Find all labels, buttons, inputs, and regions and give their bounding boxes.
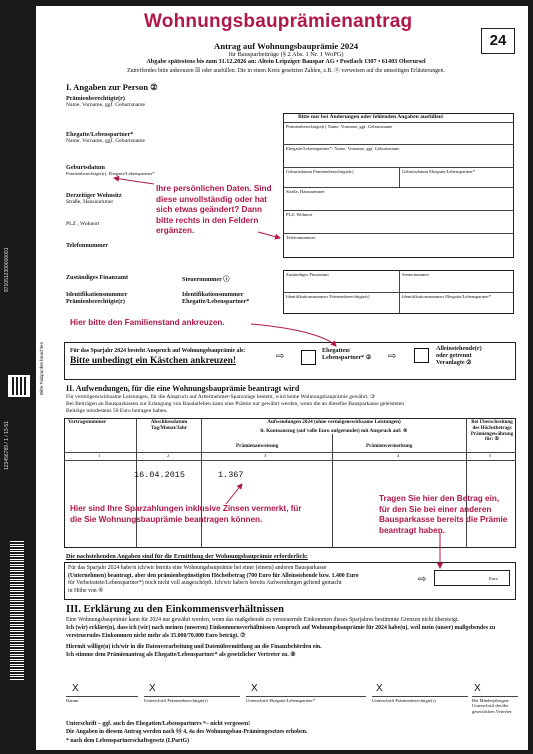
sign-label-guardian: Bei Minderjährigen: Unterschrift des/der gesetzlichen Vertreter	[472, 698, 512, 714]
sign-label-spouse: Unterschrift Ehegatte/Lebenspartner*	[246, 698, 316, 703]
col-expenses-1: Aufwendungen 2024 (ohne vermögenswirksame Leistungen)	[267, 419, 401, 425]
other-heading: Die nachstehenden Angaben sind für die Ermittlung der Wohnungsbauprämie erforderlich:	[66, 553, 308, 560]
id1-field[interactable]: Identifikationsnummer Prämienberechtigte(r)	[286, 294, 370, 299]
changes-divider	[283, 187, 514, 188]
header-line2: für Bausparbeiträge (§ 2 Abs. 1 Nr. 1 WoPG)	[228, 51, 344, 58]
sign-x-1: X	[72, 683, 79, 694]
married-label-2: Lebenspartner* ②	[322, 354, 372, 361]
annotation-savings: Hier sind Ihre Sparzahlungen inklusive Zinsen vermerkt, für die Sie Wohnungsbauprämie beantragen können.	[70, 504, 302, 524]
dob-label: Geburtsdatum	[66, 164, 105, 171]
sign-x-5: X	[474, 683, 481, 694]
other-text	[68, 565, 423, 595]
section2-intro1: Für vermögenswirksame Leistungen, für die Anspruch auf Arbeitnehmer-Sparzulage besteht, wird keine Wohnungsbauprämie gewährt. ③	[66, 394, 376, 400]
tax-number-field[interactable]: Steuernummer	[402, 272, 430, 277]
colnum-5: 5	[489, 453, 492, 458]
form-number-box	[481, 28, 515, 54]
single-label	[436, 345, 482, 366]
annotation-personal-data: Ihre persönlichen Daten. Sind diese unvollständig oder hat sich etwas geändert? Dann bitte rechts in den Feldern ergänzen.	[156, 184, 272, 235]
other-amount-field[interactable]	[434, 570, 510, 586]
page	[36, 6, 528, 750]
spouse-block	[66, 131, 266, 145]
sign-x-2: X	[149, 683, 156, 694]
section3-p3: Hiermit willige(n) ich/wir in die Datenverarbeitung und Datenübermittlung an die Finanzbehörden ein.	[66, 644, 322, 651]
changes-street-field[interactable]: Straße, Hausnummer	[286, 189, 325, 194]
beneficiary-label: Prämienberechtigte(r)	[66, 95, 125, 102]
married-label	[322, 347, 371, 361]
changes-phone-field[interactable]: Telefonnummer	[286, 235, 316, 240]
tax-number-label: Steuernummer ⓘ	[182, 276, 230, 283]
section1-heading: I. Angaben zur Person ②	[66, 82, 158, 92]
colnum-4: 4	[397, 453, 400, 458]
form-number: 24	[489, 32, 507, 49]
spouse-sub: Name, Vorname, ggf. Geburtsname	[66, 138, 146, 144]
section3-p4: Ich stimme dem Prämienantrag als Ehegatte/Lebenspartner* als gesetzlicher Vertreter zu. ⑧	[66, 651, 296, 658]
col-contract: Vertragsnummer	[68, 419, 107, 425]
arrow-icon: ⇨	[418, 574, 427, 585]
qr-code	[8, 375, 30, 397]
footer-2: Die Angaben in diesem Antrag werden nach §§ 4, 4a des Wohnungsbau-Prämiengesetzes erhoben.	[66, 729, 308, 736]
section3-heading: III. Erklärung zu den Einkommensverhältnissen	[66, 604, 284, 615]
sign-x-4: X	[376, 683, 383, 694]
id2-block	[182, 291, 249, 305]
other-amount-unit: Euro	[489, 576, 498, 581]
changes-beneficiary-field[interactable]: Prämienberechtigte(r) Name, Vorname, ggf. Geburtsname	[286, 124, 393, 129]
section3-p2: Ich (wir) erkläre(n), dass ich (wir) nach meinen (unseren) Einkommensverhältnissen Anspruch auf Wohnungsbauprämie für 2024 habe(n), weil mein (unser) maßgebendes zu versteuerndes Einkommen nicht mehr als 35.000/70.000 Euro beträgt. ⑦	[66, 625, 496, 639]
sign-label-date: Datum	[66, 698, 79, 703]
id1-label: Identifikationsnummer	[66, 291, 128, 298]
footer-1: Unterschrift – ggf. auch des Ehegatten/Lebenspartners *– nicht vergessen!	[66, 721, 251, 727]
changes-box-note: Bitte nur bei Änderungen oder fehlenden Angaben ausfüllen!	[298, 114, 444, 120]
header-line3: Abgabe spätestens bis zum 31.12.2026 an: Altein Leipziger Bauspar AG • Postfach 1307 • 61403 Oberursel	[146, 58, 426, 65]
section3-p1: Eine Wohnungsbauprämie kann für 2024 nur gewährt werden, wenn das maßgebende zu versteuernde Einkommen dieses Sparjahres bestimmte Grenzen nicht übersteigt.	[66, 617, 460, 623]
single-label-3: Veranlagte ②	[436, 359, 472, 366]
other-line4: in Höhe von ⑥	[68, 587, 104, 594]
colnum-3: 3	[264, 453, 267, 458]
form-header	[96, 41, 476, 74]
changes-divider	[283, 210, 514, 211]
colnum-2: 2	[167, 453, 170, 458]
col-expenses-2: lt. Kontoauszug (auf volle Euro aufgerundet) mit Anspruch auf: ④	[260, 427, 408, 434]
row-date: 16.04.2015	[134, 470, 186, 480]
sign-label-beneficiary: Unterschrift Prämienberechtigte(r)	[144, 698, 208, 703]
changes-divider	[399, 167, 400, 187]
footer	[66, 720, 516, 745]
sign-line-date[interactable]	[66, 696, 138, 697]
footer-3: * nach dem Lebenspartnerschaftsgesetz (LPartG)	[66, 737, 190, 744]
col-premium-1: Prämienanweisung	[236, 443, 279, 449]
changes-spouse-field[interactable]: Ehegatte/Lebenspartner*: Name, Vorname, ggf. Geburtsname	[286, 146, 400, 151]
annotation-marital-status: Hier bitte den Familienstand ankreuzen.	[70, 318, 225, 327]
header-line4: Zutreffendes bitte ankreuzen ☒ oder ausfüllen. Die in einen Kreis gesetzten Zahlen, z.B. ⓪ verweisen auf die umseitigen Erläuterungen.	[127, 68, 445, 74]
phone-label: Telefonnummer	[66, 242, 109, 249]
single-checkbox[interactable]	[414, 348, 429, 363]
spouse-label: Ehegatte/Lebenspartner*	[66, 131, 134, 138]
table-divider	[201, 418, 202, 548]
arrow-icon: ⇨	[276, 351, 285, 362]
row-amount: 1.367	[218, 470, 244, 480]
tax-office-field[interactable]: Zuständiges Finanzamt	[286, 272, 329, 277]
sign-line-spouse[interactable]	[246, 696, 366, 697]
sidebar-code-1: 9710512300000001	[4, 247, 10, 292]
id2-field[interactable]: Identifikationsnummer Ehegatte/Lebenspartner*	[402, 294, 492, 299]
tax-office-label: Zuständiges Finanzamt	[66, 274, 129, 281]
section3-text	[66, 617, 516, 659]
single-label-1: Alleinstehende(r)	[436, 345, 482, 352]
table-divider	[64, 460, 516, 461]
residence-sub: Straße, Hausnummer	[66, 199, 114, 205]
tax-divider	[283, 292, 514, 293]
page-title: Wohnungsbauprämienantrag	[144, 11, 413, 32]
id2-sub: Ehegatte/Lebenspartner*	[182, 298, 250, 305]
sidebar-code-3: 123456789 / 1 / 13-51	[4, 421, 10, 470]
status-line1: Für das Sparjahr 2024 besteht Anspruch auf Wohnungsbauprämie als:	[70, 348, 246, 354]
col-premium-2: Prämienvermerkung	[366, 443, 413, 449]
changes-dob2-field[interactable]: Geburtsdatum Ehegatte/Lebenspartner*	[402, 169, 476, 174]
id1-sub: Prämienberechtigte(r)	[66, 298, 125, 305]
col-expenses	[204, 420, 464, 435]
other-line2: (Unternehmen) beantragt, aber den prämienbegünstigten Höchstbetrag (700 Euro für Alleinstehende bzw. 1.400 Euro	[68, 572, 359, 579]
header-line1: Antrag auf Wohnungsbauprämie 2024	[213, 41, 359, 51]
dob-sub: Prämienberechtigte(r), Ehegatte/Lebenspartner*	[66, 171, 155, 176]
colnum-1: 1	[98, 453, 101, 458]
residence-label: Derzeitiger Wohnsitz	[66, 192, 122, 199]
changes-divider	[283, 122, 514, 123]
other-line1: Für das Sparjahr 2024 habe/n ich/wir bereits eine Wohnungsbauprämie bei einer (einem) anderen Bausparkasse	[68, 565, 327, 571]
table-divider	[64, 452, 516, 453]
annotation-other-bank: Tragen Sie hier den Betrag ein, für den Sie bei einer anderen Bausparkasse bereits die Prämie beantragt haben.	[379, 494, 508, 535]
changes-city-field[interactable]: PLZ, Wohnort	[286, 212, 313, 217]
col-date: Abschlussdatum Tag/Monat/Jahr	[150, 419, 188, 431]
id2-label: Identifikationsnummer	[182, 291, 244, 298]
barcode	[10, 540, 24, 680]
married-label-1: Ehegatten/	[322, 347, 351, 354]
changes-dob1-field[interactable]: Geburtsdatum Prämienberechtigte(r)	[286, 169, 354, 174]
married-checkbox[interactable]	[301, 350, 316, 365]
city-label: PLZ , Wohnort	[66, 221, 100, 227]
sign-label-beneficiary-2: Unterschrift Prämienberechtigte(r)	[372, 698, 436, 703]
beneficiary-block	[66, 95, 266, 109]
id1-block	[66, 291, 128, 305]
col-max: Bei Überschreitung des Höchstbetrags Prämiengewährung für: ⑤	[470, 420, 514, 443]
arrow-icon: ⇨	[388, 351, 397, 362]
sidebar-code-2: Bitte Falzpunkte beachten	[39, 341, 44, 395]
section2-intro2: Bei Beiträgen an Bausparkassen zur Erlangung von Baudarlehen kann eine Prämie nur gewährt werden, wenn die an dieselbe Bausparkasse geleisteten	[66, 400, 404, 407]
arrow-personal-to-left	[114, 178, 154, 184]
sign-line-beneficiary-2[interactable]	[372, 696, 468, 697]
changes-divider	[283, 144, 514, 145]
sign-x-3: X	[251, 683, 258, 694]
beneficiary-sub: Name, Vorname, ggf. Geburtsname	[66, 102, 146, 108]
sign-line-guardian[interactable]	[472, 696, 518, 697]
status-line2: Bitte unbedingt ein Kästchen ankreuzen!	[70, 356, 237, 366]
table-divider	[136, 418, 137, 548]
sign-line-beneficiary[interactable]	[144, 696, 240, 697]
other-line3: für Verheiratete/Lebenspartner*) noch nicht voll ausgeschöpft. Ich/wir habe/n bereits Aufwendungen geltend gemacht	[68, 580, 342, 587]
section2-heading: II. Aufwendungen, für die eine Wohnungsbauprämie beantragt wird	[66, 384, 300, 393]
section2-intro3: Beiträge mindestens 50 Euro betragen haben.	[66, 407, 168, 414]
section2-intro	[66, 394, 516, 415]
changes-divider	[283, 233, 514, 234]
single-label-2: oder getrennt	[436, 352, 472, 359]
dob-block	[66, 164, 266, 176]
